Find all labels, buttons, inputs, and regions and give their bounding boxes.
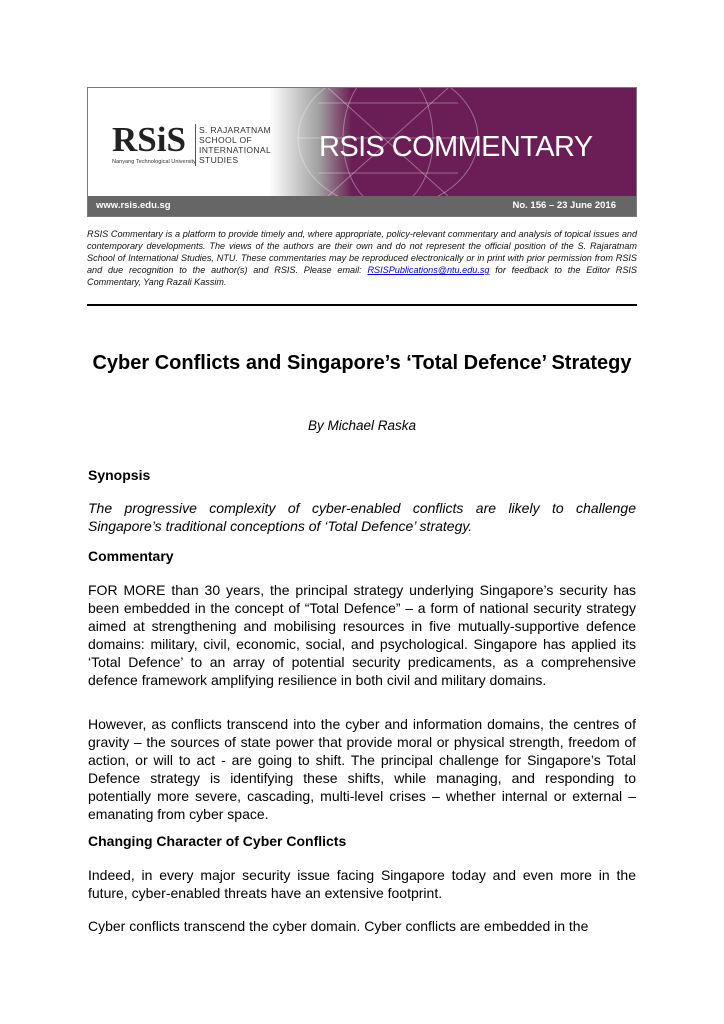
banner-graphic <box>88 88 636 196</box>
commentary-heading: Commentary <box>88 548 174 564</box>
issue-number: No. 156 – 23 June 2016 <box>512 200 616 211</box>
disclaimer-text-end: for feedback to the Editor RSIS Commentary, Yang Razali Kassim. <box>87 265 638 287</box>
paragraph-3: Indeed, in every major security issue facing Singapore today and even more in the future, cyber-enabled threats have an extensive footprint. <box>88 867 636 901</box>
byline: By Michael Raska <box>307 418 417 433</box>
email-link[interactable]: RSISPublications@ntu.edu.sg <box>367 265 490 275</box>
banner-title: RSIS COMMENTARY <box>319 131 593 163</box>
rsis-logo: RSiS <box>112 120 186 159</box>
disclaimer <box>87 228 637 288</box>
paragraph-2: However, as conflicts transcend into the cyber and information domains, the centres of gravity – the sources of state power that provide moral or physical strength, freedom of action, or will to act - are going to shift. The principal challenge for Singapore’s Total Defence strategy is identifying these shifts, while managing, and responding to potentially more severe, cascading, multi-level crises – whether internal or external – emanating from cyber space. <box>88 716 636 822</box>
section-heading: Changing Character of Cyber Conflicts <box>88 833 347 849</box>
university-name: Nanyang Technological University <box>112 159 196 165</box>
banner-info-bar <box>88 196 636 217</box>
synopsis-text: The progressive complexity of cyber-enabled conflicts are likely to challenge Singapore’s traditional conceptions of ‘Total Defence’ strategy. <box>88 500 636 534</box>
divider-rule <box>87 304 637 306</box>
paragraph-4: Cyber conflicts transcend the cyber domain. Cyber conflicts are embedded in the <box>88 918 589 934</box>
article-title: Cyber Conflicts and Singapore’s ‘Total Defence’ Strategy <box>92 352 632 374</box>
disclaimer-text: RSIS Commentary is a platform to provide timely and, where appropriate, policy-relevant commentary and analysis of topical issues and contemporary developments. The views of the authors are their own and do not represent the official position of the S. Rajaratnam School of International Studies, NTU. These commentaries may be reproduced electronically or in print with prior permission from RSIS and due recognition to the author(s) and RSIS. Please email: <box>87 229 637 275</box>
paragraph-1: FOR MORE than 30 years, the principal strategy underlying Singapore’s security has been embedded in the concept of “Total Defence” – a form of national security strategy aimed at strengthening and mobilising resources in five mutually-supportive defence domains: military, civil, economic, social, and psychological. Singapore has applied its ‘Total Defence’ to an array of potential security predicaments, as a comprehensive defence framework amplifying resilience in both civil and military domains. <box>88 582 636 688</box>
synopsis-heading: Synopsis <box>88 467 151 483</box>
school-name: S. RAJARATNAM SCHOOL OF INTERNATIONAL STUDIES <box>199 125 272 165</box>
header-banner <box>87 87 637 217</box>
website-url[interactable]: www.rsis.edu.sg <box>96 200 171 211</box>
